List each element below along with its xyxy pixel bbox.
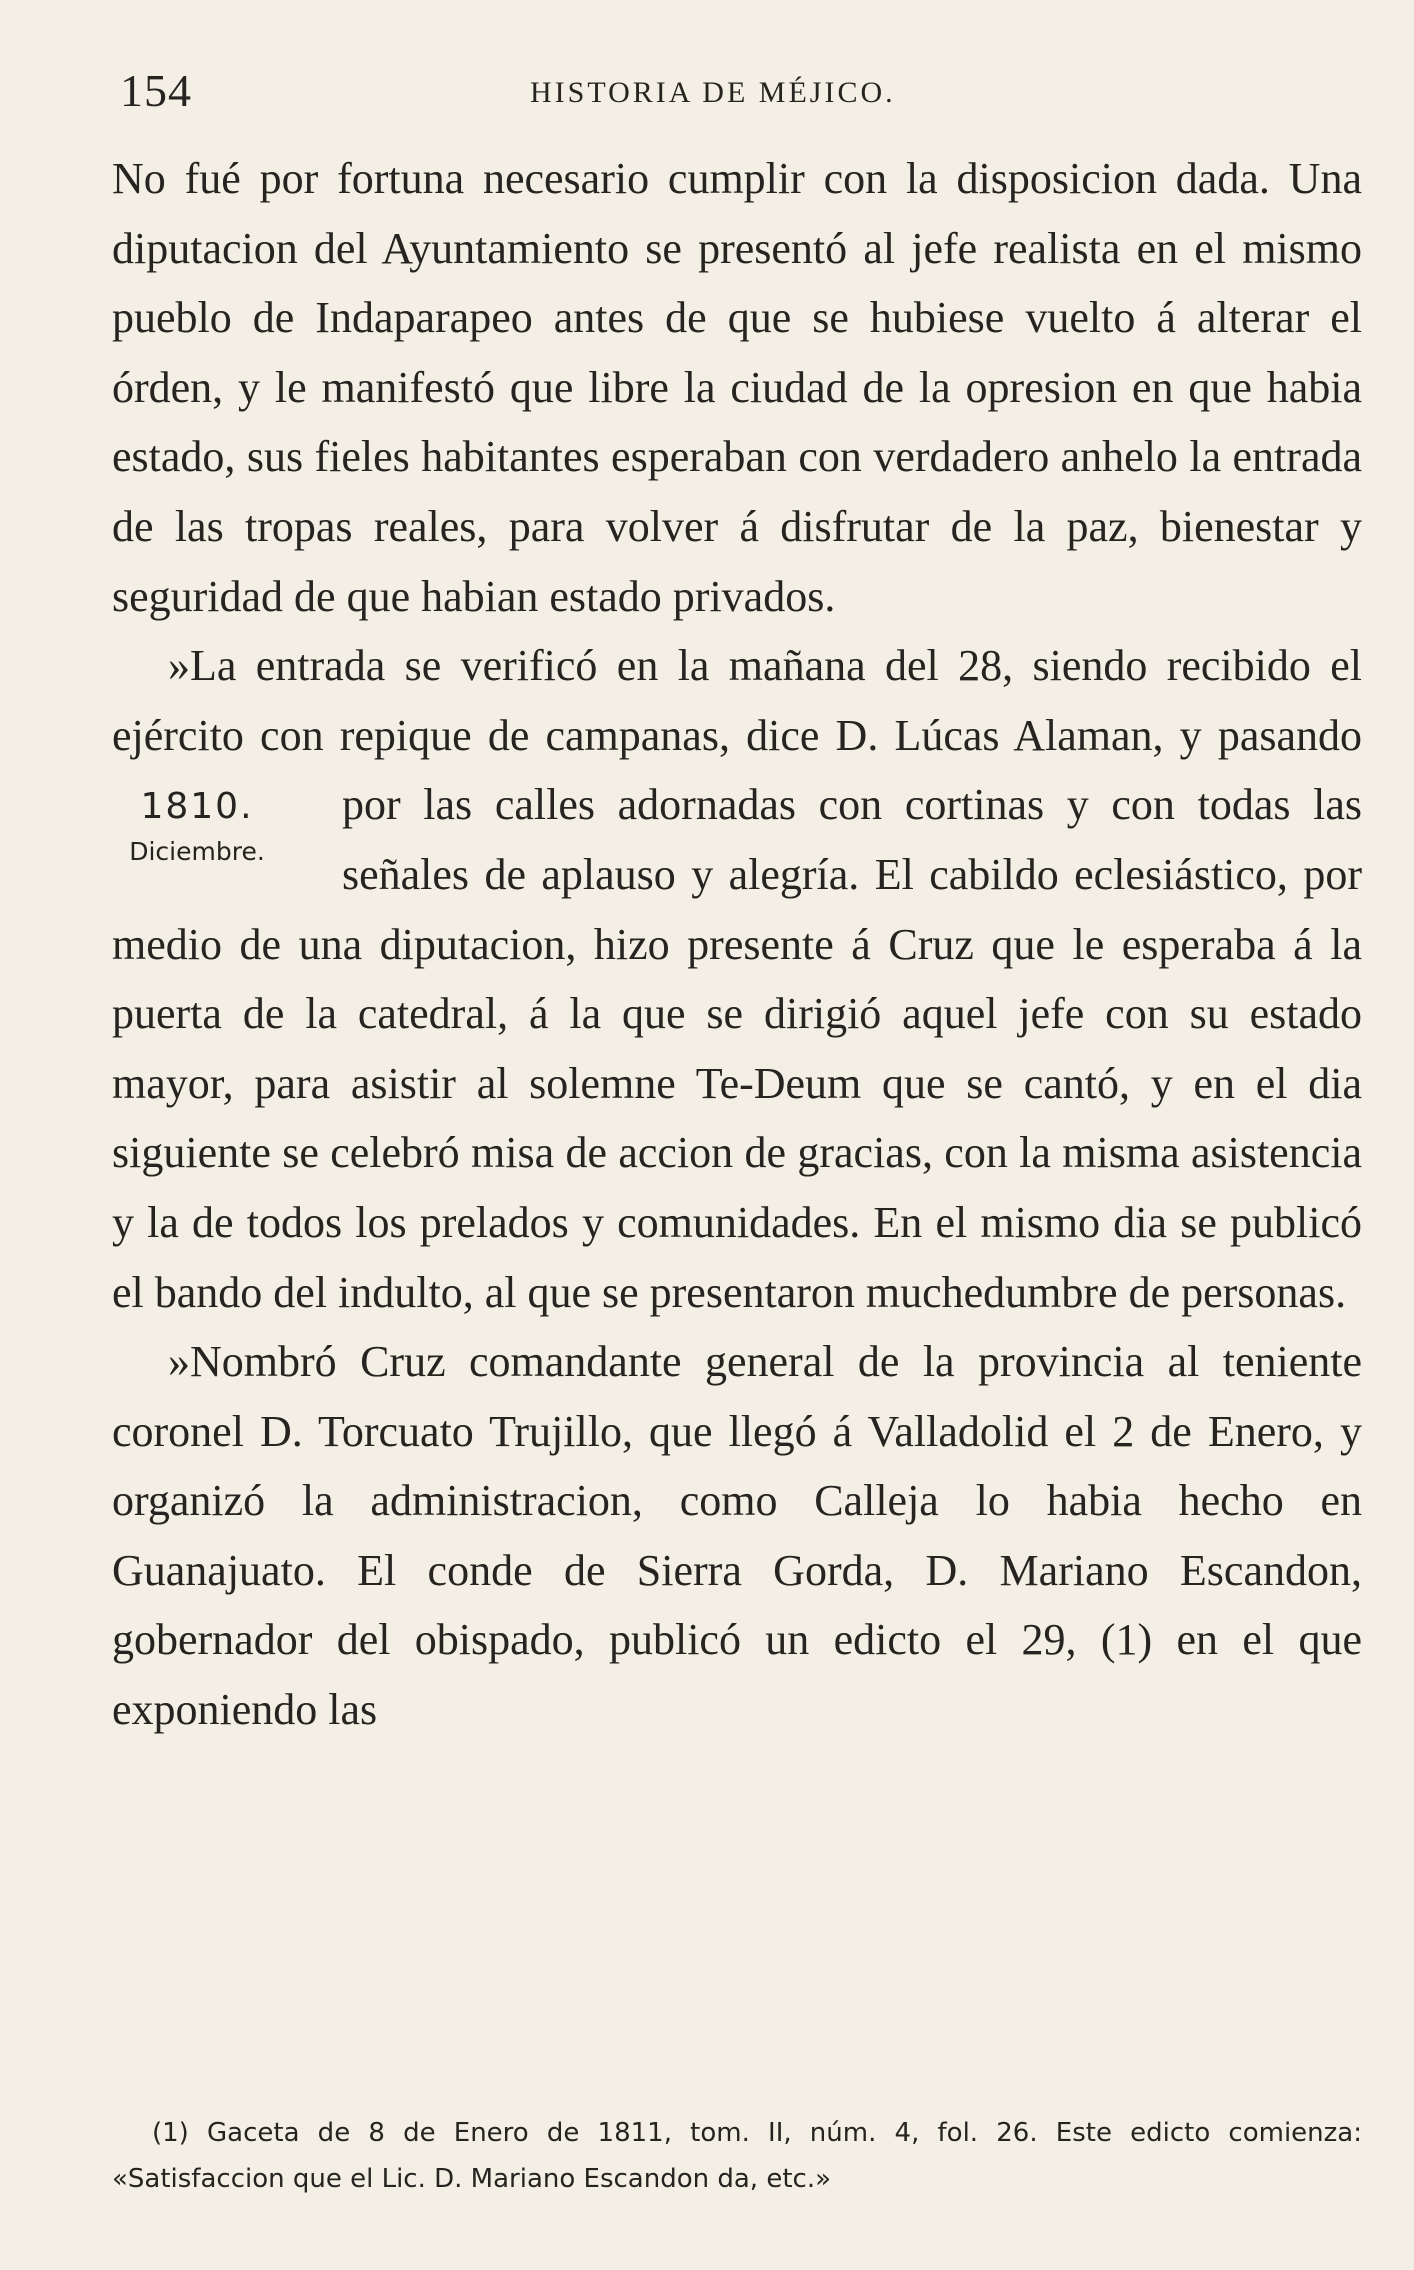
paragraph-3: »Nombró Cruz comandante general de la provincia al teniente coronel D. Torcuato Trujillo, que llegó á Valladolid el 2 de Enero, y organizó la administracion, como Calleja lo habia hecho en Guanajuato. El conde de Sierra Gorda, D. Mariano Escandon, gobernador del obispado, publicó un edicto el 29, (1) en el que exponiendo las — [112, 1337, 1362, 1735]
body-text — [112, 144, 1362, 1745]
paragraph-2-lead: »La entrada se verificó en la mañana del 28, siendo recibido el ejército con repique de campanas, dice D. Lúcas Alaman, y pasando por las calles adornadas con cortinas y con — [112, 641, 1362, 830]
running-head — [120, 64, 1370, 114]
page-number: 154 — [120, 65, 192, 116]
paragraph-2-rest: todas las señales de aplauso y alegría. El cabildo eclesiástico, por medio de una diputacion, hizo presente á Cruz que le esperaba á la puerta de la catedral, á la que se dirigió aquel jefe con su estado mayor, para asistir al solemne Te-Deum que se cantó, y en el dia siguiente se celebró misa de accion de gracias, con la misma asistencia y la de todos los prelados y comunidades. En el mismo dia se publicó el bando del indulto, al que se presentaron muchedumbre de personas. — [112, 780, 1362, 1317]
margin-note-month: Diciembre. — [129, 837, 265, 867]
paragraph-2 — [112, 631, 1362, 1327]
footnote: (1) Gaceta de 8 de Enero de 1811, tom. II, núm. 4, fol. 26. Este edicto comienza: «Satisfaccion que el Lic. D. Mariano Escandon da, etc.» — [112, 2118, 1362, 2194]
running-title: HISTORIA DE MÉJICO. — [530, 76, 896, 109]
paragraph-1: No fué por fortuna necesario cumplir con la disposicion dada. Una diputacion del Ayuntamiento se presentó al jefe realista en el mismo pueblo de Indaparapeo antes de que se hubiese vuelto á alterar el órden, y le manifestó que libre la ciudad de la opresion en que habia estado, sus fieles habitantes esperaban con verdadero anhelo la entrada de las tropas reales, para volver á disfrutar de la paz, bienestar y seguridad de que habian estado privados. — [112, 154, 1362, 621]
margin-note — [56, 782, 338, 902]
margin-note-year: 1810. — [140, 786, 254, 828]
